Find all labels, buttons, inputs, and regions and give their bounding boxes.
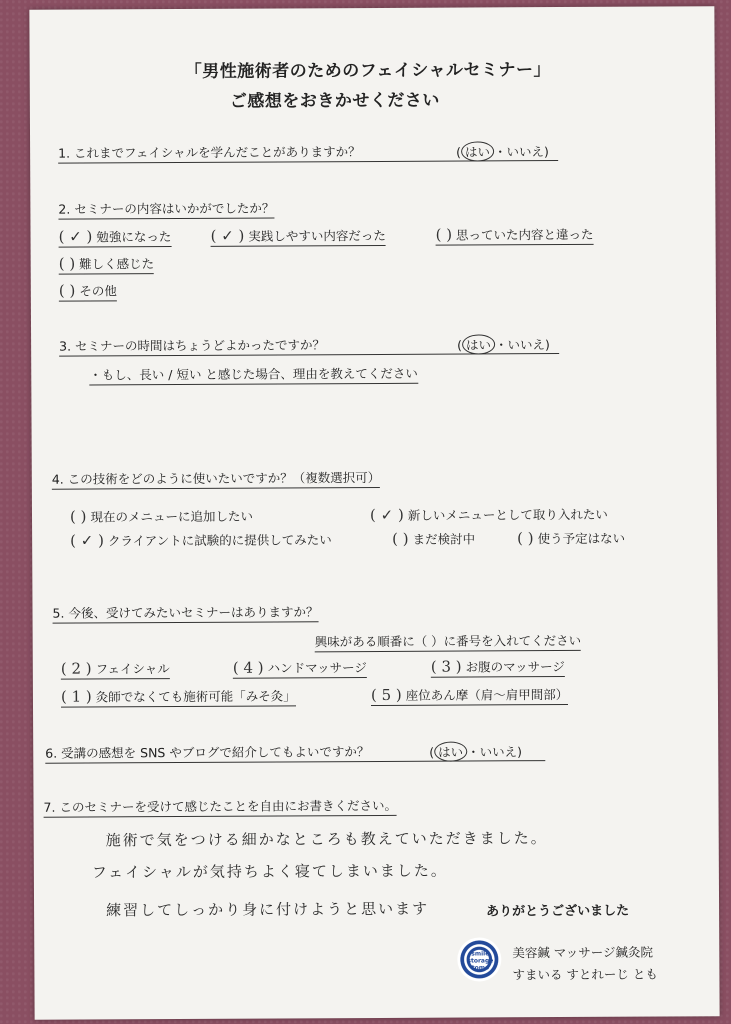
survey-title: 「男性施術者のためのフェイシャルセミナー」 <box>184 60 552 82</box>
q5-option-5: ( 5 ) 座位あん摩（肩〜肩甲間部） <box>370 685 569 705</box>
q4-option-1: ( ) 現在のメニューに追加したい <box>69 507 254 526</box>
q2-checkbox-3: ( ) <box>435 225 453 244</box>
q4-checkbox-5: ( ) <box>517 529 534 548</box>
question-4: 4. この技術をどのように使いたいですか？（複数選択可） <box>52 468 381 490</box>
q4-option-5: ( ) 使う予定はない <box>517 529 626 548</box>
question-3-sub: ・もし、長い / 短い と感じた場合、理由を教えてください <box>89 364 418 386</box>
q2-option-5: ( ) その他 <box>58 281 117 300</box>
question-5: 5. 今後、受けてみたいセミナーはありますか？ <box>52 602 318 623</box>
circled-yes: はい <box>462 334 495 354</box>
handwritten-line-2: フェイシャルが気持ちよく寝てしまいました。 <box>91 861 448 882</box>
q2-option-3: ( ) 思っていた内容と違った <box>435 225 594 244</box>
q4-checkbox-1: ( ) <box>69 507 87 526</box>
question-3 <box>59 334 559 357</box>
circled-yes: はい <box>461 141 494 161</box>
question-1-text: 1. これまでフェイシャルを学んだことがありますか？ <box>58 144 361 161</box>
survey-subtitle: ご感想をおきかせください <box>229 90 440 112</box>
thanks-text: ありがとうございました <box>486 903 630 920</box>
q2-checkbox-1: ( ✓ ) <box>58 227 93 246</box>
q2-option-2: ( ✓ ) 実践しやすい内容だった <box>210 226 386 245</box>
q5-instruction: 興味がある順番に（ ）に番号を入れてください <box>315 631 582 652</box>
q2-checkbox-4: ( ) <box>58 254 76 273</box>
question-6-text: 6. 受講の感想を SNS やブログで紹介してもよいですか？ <box>45 744 370 761</box>
q5-rank-3: ( 3 ) <box>430 657 462 676</box>
question-3-answer: ( はい ・いいえ) <box>457 334 550 354</box>
question-7: 7. このセミナーを受けて感じたことを自由にお書きください。 <box>43 796 397 818</box>
q5-rank-4: ( 1 ) <box>60 687 92 706</box>
survey-sheet <box>29 6 719 1020</box>
circled-yes: はい <box>434 742 467 762</box>
q5-rank-5: ( 5 ) <box>370 685 402 705</box>
logo-text: smile storage tomo <box>467 950 494 972</box>
q5-option-3: ( 3 ) お腹のマッサージ <box>430 657 565 676</box>
q4-option-3: ( ✓ ) クライアントに試験的に提供してみたい <box>70 531 332 550</box>
question-3-text: 3. セミナーの時間はちょうどよかったですか？ <box>59 337 326 354</box>
q5-rank-2: ( 4 ) <box>232 658 264 677</box>
q5-option-4: ( 1 ) 灸師でなくても施術可能「みそ灸」 <box>60 687 296 706</box>
q5-option-2: ( 4 ) ハンドマッサージ <box>232 658 367 677</box>
clinic-name-line2: すまいる すとれーじ とも <box>512 966 658 983</box>
q5-option-1: ( 2 ) フェイシャル <box>60 659 170 678</box>
q5-rank-1: ( 2 ) <box>60 659 92 678</box>
question-1-answer: ( はい ・いいえ) <box>456 141 549 161</box>
question-1 <box>58 141 558 164</box>
q2-option-1: ( ✓ ) 勉強になった <box>58 227 172 246</box>
q4-checkbox-2: ( ✓ ) <box>369 505 404 525</box>
q4-option-2: ( ✓ ) 新しいメニューとして取り入れたい <box>369 505 608 525</box>
question-6-answer: ( はい ・いいえ) <box>429 741 522 761</box>
clinic-name-line1: 美容鍼 マッサージ鍼灸院 <box>512 944 654 961</box>
q4-option-4: ( ) まだ検討中 <box>392 529 476 548</box>
question-2: 2. セミナーの内容はいかがでしたか？ <box>58 199 274 220</box>
handwritten-line-3: 練習してしっかり身に付けようと思います <box>106 899 430 920</box>
q2-option-4: ( ) 難しく感じた <box>58 254 155 273</box>
q2-checkbox-2: ( ✓ ) <box>210 226 245 245</box>
question-6 <box>45 741 545 764</box>
q4-checkbox-3: ( ✓ ) <box>70 531 104 550</box>
handwritten-line-1: 施術で気をつける細かなところも教えていただきました。 <box>105 829 548 850</box>
q4-checkbox-4: ( ) <box>392 529 409 548</box>
q2-checkbox-5: ( ) <box>58 281 76 300</box>
